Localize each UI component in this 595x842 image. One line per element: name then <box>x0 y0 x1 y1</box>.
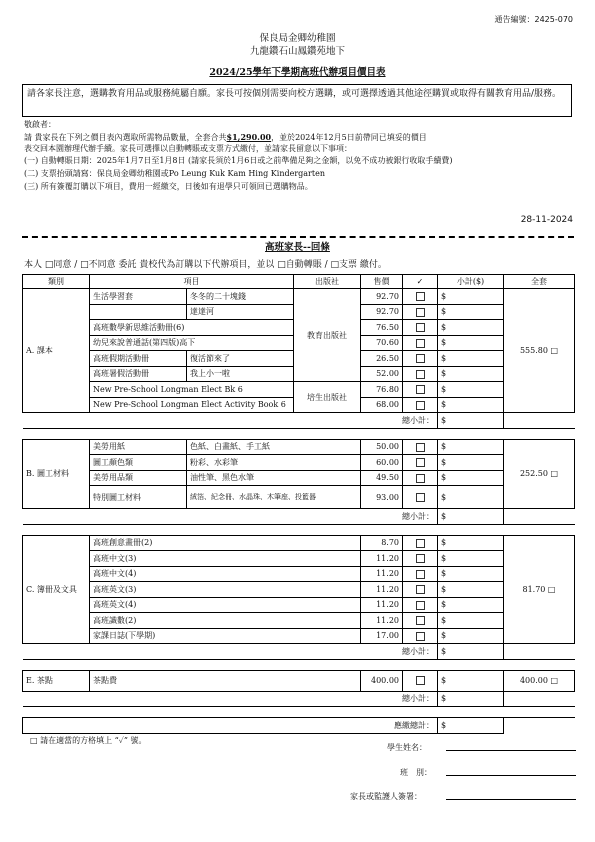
category-c: C. 簿冊及文具 <box>23 535 90 644</box>
para-line-2: 表交回本園辦理代辦手續。家長可選擇以自動轉賬或支票方式繳付，並請家長留意以下事項： <box>24 144 352 153</box>
subtotal-label: 總小計： <box>23 644 438 660</box>
total-amount: $1,290.00 <box>226 132 272 142</box>
col-category: 類別 <box>23 275 90 289</box>
table-row <box>23 597 575 613</box>
checkbox-icon <box>416 401 425 410</box>
notice-number: 通告編號：2425-070 <box>494 15 573 24</box>
full-set-e[interactable]: 400.00 □ <box>504 670 575 691</box>
item-subtotal: $ <box>438 397 504 413</box>
checkbox-icon <box>416 443 425 452</box>
table-row <box>23 455 575 471</box>
full-set-a[interactable]: 555.80 □ <box>504 289 575 413</box>
item-name: 高班中文(3) <box>90 551 361 567</box>
item-checkbox[interactable] <box>403 289 438 305</box>
item-checkbox[interactable] <box>403 439 438 455</box>
checkbox-icon <box>416 554 425 563</box>
checkbox-icon <box>416 676 425 685</box>
subtotal-label: 總小計： <box>23 691 438 707</box>
item-checkbox[interactable] <box>403 366 438 382</box>
item-name <box>90 304 187 320</box>
item-checkbox[interactable] <box>403 382 438 398</box>
item-note: 復活節來了 <box>187 351 294 367</box>
checkbox-icon <box>416 339 425 348</box>
item-subtotal: $ <box>438 289 504 305</box>
page-title: 2024/25學年下學期高班代辦項目價目表 <box>209 67 386 78</box>
item-note: 粉彩、水彩筆 <box>187 455 361 471</box>
item-price: 26.50 <box>361 351 403 367</box>
item-subtotal: $ <box>438 382 504 398</box>
para1-text-b: ，並於2024年12月5日前帶同已填妥的價目 <box>271 133 427 142</box>
item-name: 高班中文(4) <box>90 566 361 582</box>
item-name: 高班暑假活動冊 <box>90 366 187 382</box>
item-price: 11.20 <box>361 551 403 567</box>
student-name-field[interactable] <box>446 740 576 751</box>
table-row <box>23 670 575 691</box>
item-price: 400.00 <box>361 670 403 691</box>
item-note: 我上小一啦 <box>187 366 294 382</box>
item-price: 76.80 <box>361 382 403 398</box>
item-name: 生活學習套 <box>90 289 187 305</box>
item-name: New Pre-School Longman Elect Activity Book 6 <box>90 397 294 413</box>
col-full-set: 全套 <box>504 275 575 289</box>
item-note: 達達河 <box>187 304 294 320</box>
para1-text-a: 請 貴家長在下列之價目表內選取所需物品數量，全套合共 <box>24 133 227 142</box>
item-note: 冬冬的二十塊錢 <box>187 289 294 305</box>
item-price: 11.20 <box>361 613 403 629</box>
item-checkbox[interactable] <box>403 566 438 582</box>
item-checkbox[interactable] <box>403 486 438 509</box>
item-price: 11.20 <box>361 566 403 582</box>
parent-sign-field[interactable] <box>446 789 576 800</box>
item-price: 92.70 <box>361 289 403 305</box>
item-checkbox[interactable] <box>403 455 438 471</box>
item-checkbox[interactable] <box>403 470 438 486</box>
subtotal-row-a <box>23 413 575 429</box>
subtotal-row-b <box>23 509 575 525</box>
checkbox-icon <box>416 601 425 610</box>
item-checkbox[interactable] <box>403 397 438 413</box>
item-price: 93.00 <box>361 486 403 509</box>
checkbox-icon <box>416 632 425 641</box>
item-checkbox[interactable] <box>403 551 438 567</box>
table-row <box>23 486 575 509</box>
item-subtotal: $ <box>438 628 504 644</box>
item-name: 美勞用品類 <box>90 470 187 486</box>
item-name: 高班創意畫冊(2) <box>90 535 361 551</box>
item-note: 絨箔、紀念冊、水晶珠、木筆座、投籃器 <box>187 486 361 509</box>
category-e: E. 茶點 <box>23 670 90 691</box>
checkbox-icon <box>416 570 425 579</box>
table-row <box>23 628 575 644</box>
subtotal-row-c <box>23 644 575 660</box>
item-checkbox[interactable] <box>403 304 438 320</box>
org-address: 九龍鑽石山鳳鑽苑地下 <box>249 46 345 57</box>
consent-line: 本人 □同意 / □不同意 委託 貴校代為訂購以下代辦項目，並以 □自動轉賬 / □支票 繳付。 <box>24 260 387 270</box>
item-checkbox[interactable] <box>403 597 438 613</box>
item-subtotal: $ <box>438 455 504 471</box>
col-tick: ✓ <box>403 275 438 289</box>
item-name: 茶點費 <box>90 670 361 691</box>
grand-total-value: $ <box>438 718 504 734</box>
item-price: 92.70 <box>361 304 403 320</box>
subtotal-label: 總小計： <box>23 413 438 429</box>
notice-box: 請各家長注意，選購教育用品或服務純屬自願。家長可按個別需要向校方選購，或可選擇透過其他途徑購買或取得有關教育用品/服務。 <box>22 84 572 117</box>
item-checkbox[interactable] <box>403 613 438 629</box>
item-subtotal: $ <box>438 439 504 455</box>
item-subtotal: $ <box>438 566 504 582</box>
item-price: 70.60 <box>361 335 403 351</box>
subtotal-value: $ <box>438 413 504 429</box>
table-row <box>23 289 575 305</box>
col-price: 售價 <box>361 275 403 289</box>
checkbox-icon <box>416 292 425 301</box>
checkbox-icon <box>416 354 425 363</box>
table-row <box>23 382 575 398</box>
subtotal-value: $ <box>438 509 504 525</box>
item-price: 11.20 <box>361 597 403 613</box>
item-checkbox[interactable] <box>403 582 438 598</box>
item-checkbox[interactable] <box>403 628 438 644</box>
full-set-c[interactable]: 81.70 □ <box>504 535 575 644</box>
item-price: 60.00 <box>361 455 403 471</box>
class-label: 班 別： <box>400 768 432 777</box>
col-item: 項目 <box>90 275 294 289</box>
item-name: 圖工顏色類 <box>90 455 187 471</box>
table-row <box>23 566 575 582</box>
checkbox-icon <box>416 308 425 317</box>
item-price: 68.00 <box>361 397 403 413</box>
item-subtotal: $ <box>438 335 504 351</box>
item-price: 50.00 <box>361 439 403 455</box>
table-header <box>23 275 575 289</box>
item-subtotal: $ <box>438 670 504 691</box>
table-row <box>23 551 575 567</box>
item-name: New Pre-School Longman Elect Bk 6 <box>90 382 294 398</box>
item-subtotal: $ <box>438 320 504 336</box>
note-item-3: (三) 所有簽覆訂購以下項目，費用一經繳交，日後如有退學只可領回已選購物品。 <box>24 182 313 191</box>
item-price: 17.00 <box>361 628 403 644</box>
publisher-edu: 教育出版社 <box>294 289 361 382</box>
item-subtotal: $ <box>438 597 504 613</box>
item-subtotal: $ <box>438 535 504 551</box>
checkbox-icon <box>416 493 425 502</box>
item-price: 11.20 <box>361 582 403 598</box>
subtotal-row-e <box>23 691 575 707</box>
item-subtotal: $ <box>438 470 504 486</box>
cut-line <box>22 236 574 238</box>
item-name: 高班英文(3) <box>90 582 361 598</box>
item-subtotal: $ <box>438 351 504 367</box>
checkbox-icon <box>416 323 425 332</box>
reply-title: 高班家長--回條 <box>265 242 330 253</box>
item-checkbox[interactable] <box>403 535 438 551</box>
item-name: 美勞用紙 <box>90 439 187 455</box>
item-checkbox[interactable] <box>403 670 438 691</box>
item-name: 幼兒來說普通話(第四版)高下 <box>90 335 294 351</box>
checkbox-icon <box>416 616 425 625</box>
org-name: 保良局金卿幼稚園 <box>259 33 336 44</box>
table-row <box>23 470 575 486</box>
subtotal-value: $ <box>438 644 504 660</box>
item-price: 49.50 <box>361 470 403 486</box>
item-price: 52.00 <box>361 366 403 382</box>
class-field[interactable] <box>446 765 576 776</box>
item-checkbox[interactable] <box>403 351 438 367</box>
publisher-pearson: 培生出版社 <box>294 382 361 413</box>
item-subtotal: $ <box>438 366 504 382</box>
item-name: 高班識數(2) <box>90 613 361 629</box>
full-set-b[interactable]: 252.50 □ <box>504 439 575 509</box>
col-subtotal: 小計($) <box>438 275 504 289</box>
checkbox-icon <box>416 458 425 467</box>
note-item-2: (二) 支票抬頭請寫：保良局金卿幼稚園或Po Leung Kuk Kam Hing Kindergarten <box>24 169 325 178</box>
item-note: 油性筆、黑色水筆 <box>187 470 361 486</box>
checkbox-icon <box>416 539 425 548</box>
category-b: B. 圖工材料 <box>23 439 90 509</box>
price-table <box>22 274 575 734</box>
tick-hint: □ 請在適當的方格填上 “✓” 號。 <box>30 736 147 745</box>
item-checkbox[interactable] <box>403 320 438 336</box>
greeting: 敬啟者： <box>24 120 56 129</box>
item-name: 家課日誌(下學期) <box>90 628 361 644</box>
category-a: A. 課本 <box>23 289 90 413</box>
table-row <box>23 439 575 455</box>
table-row <box>23 535 575 551</box>
subtotal-label: 總小計： <box>23 509 438 525</box>
item-subtotal: $ <box>438 551 504 567</box>
parent-sign-label: 家長或監護人簽署： <box>350 792 422 801</box>
item-price: 8.70 <box>361 535 403 551</box>
subtotal-value: $ <box>438 691 504 707</box>
checkbox-icon <box>416 370 425 379</box>
item-subtotal: $ <box>438 582 504 598</box>
table-row <box>23 613 575 629</box>
issue-date: 28-11-2024 <box>520 215 573 225</box>
item-name: 特別圖工材料 <box>90 486 187 509</box>
item-name: 高班假期活動冊 <box>90 351 187 367</box>
checkbox-icon <box>416 474 425 483</box>
item-checkbox[interactable] <box>403 335 438 351</box>
item-subtotal: $ <box>438 304 504 320</box>
grand-total-row <box>23 718 575 734</box>
checkbox-icon <box>416 385 425 394</box>
item-note: 色紙、白畫紙、手工紙 <box>187 439 361 455</box>
item-subtotal: $ <box>438 613 504 629</box>
col-publisher: 出版社 <box>294 275 361 289</box>
table-row <box>23 582 575 598</box>
item-price: 76.50 <box>361 320 403 336</box>
note-item-1: (一) 自動轉賬日期：2025年1月7日至1月8日 (請家長須於1月6日或之前準備足夠之金額，以免不成功被銀行收取手續費) <box>24 156 453 165</box>
item-name: 高班數學新思維活動冊(6) <box>90 320 294 336</box>
item-subtotal: $ <box>438 486 504 509</box>
item-name: 高班英文(4) <box>90 597 361 613</box>
grand-total-label: 應繳總計： <box>23 718 438 734</box>
student-name-label: 學生姓名： <box>387 743 427 752</box>
checkbox-icon <box>416 585 425 594</box>
